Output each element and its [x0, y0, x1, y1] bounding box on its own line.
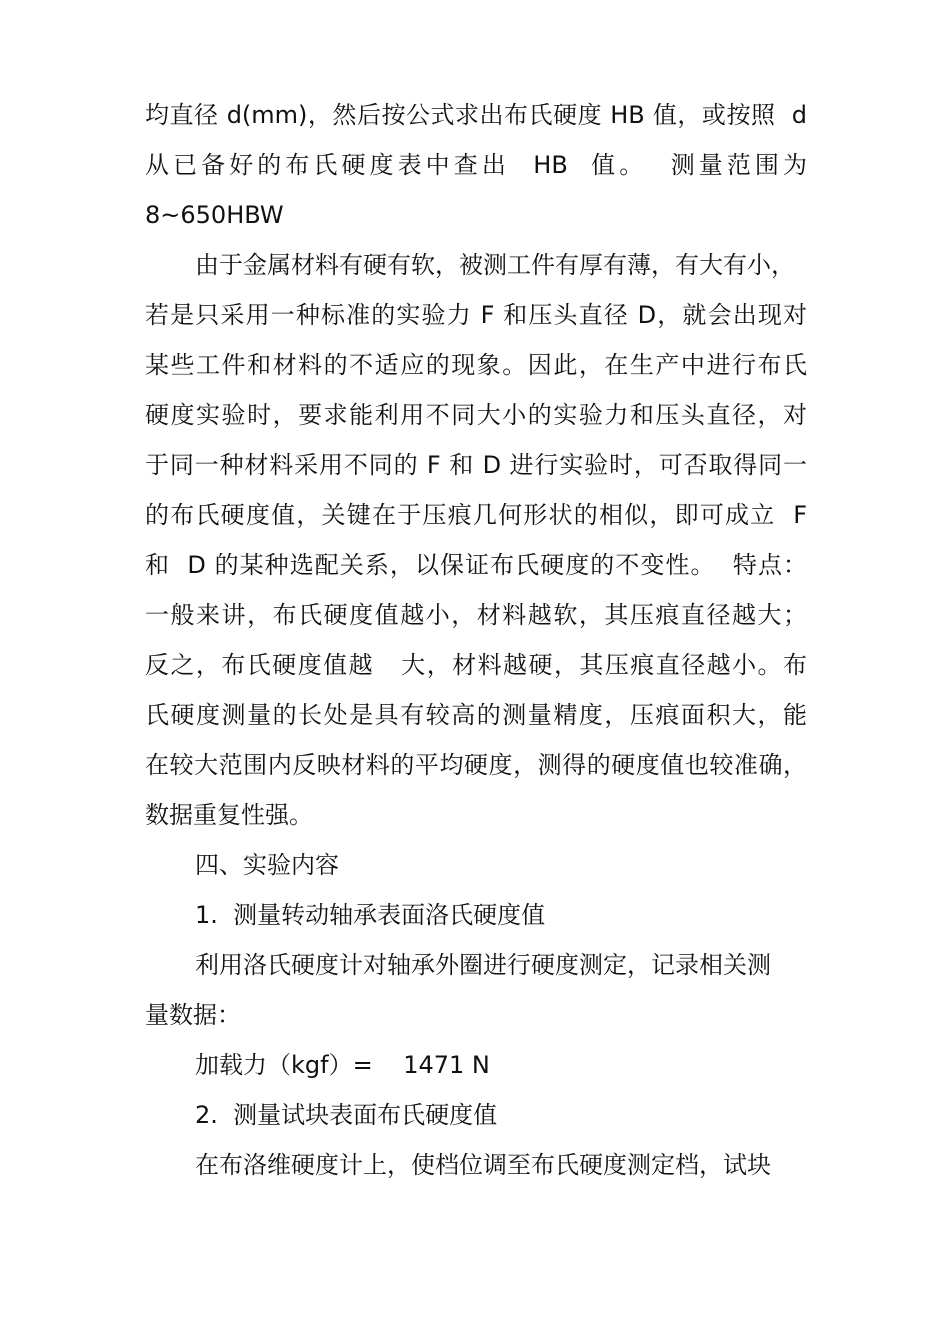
text-line: 一般来讲，布氏硬度值越小，材料越软，其压痕直径越大；	[145, 601, 807, 629]
load-force-line: 加载力（kgf）= 1471 N	[195, 1051, 490, 1079]
text-line: 均直径 d(mm)，然后按公式求出布氏硬度 HB 值，或按照 d	[145, 101, 807, 129]
text-line: 氏硬度测量的长处是具有较高的测量精度，压痕面积大，能	[145, 701, 807, 729]
text-line: 8~650HBW	[145, 201, 284, 229]
paragraph-first-line: 在布洛维硬度计上，使档位调至布氏硬度测定档，试块	[195, 1151, 771, 1179]
paragraph-first-line: 由于金属材料有硬有软，被测工件有厚有薄，有大有小，	[195, 251, 795, 279]
text-line: 量数据：	[145, 1001, 241, 1029]
text-line: 从已备好的布氏硬度表中查出 HB 值。 测量范围为	[145, 151, 807, 179]
text-line: 硬度实验时，要求能利用不同大小的实验力和压头直径，对	[145, 401, 807, 429]
text-line: 的布氏硬度值，关键在于压痕几何形状的相似，即可成立 F	[145, 501, 807, 529]
text-line: 若是只采用一种标准的实验力 F 和压头直径 D，就会出现对	[145, 301, 807, 329]
text-line: 数据重复性强。	[145, 801, 313, 829]
text-line: 于同一种材料采用不同的 F 和 D 进行实验时，可否取得同一	[145, 451, 807, 479]
subsection-heading: 2. 测量试块表面布氏硬度值	[195, 1101, 498, 1129]
text-line: 反之，布氏硬度值越 大，材料越硬，其压痕直径越小。布	[145, 651, 807, 679]
text-line: 在较大范围内反映材料的平均硬度，测得的硬度值也较准确，	[145, 751, 807, 779]
text-line: 某些工件和材料的不适应的现象。因此，在生产中进行布氏	[145, 351, 807, 379]
text-line: 和 D 的某种选配关系，以保证布氏硬度的不变性。 特点：	[145, 551, 807, 579]
subsection-heading: 1. 测量转动轴承表面洛氏硬度值	[195, 901, 546, 929]
paragraph-first-line: 利用洛氏硬度计对轴承外圈进行硬度测定，记录相关测	[195, 951, 771, 979]
section-heading: 四、实验内容	[195, 851, 339, 879]
